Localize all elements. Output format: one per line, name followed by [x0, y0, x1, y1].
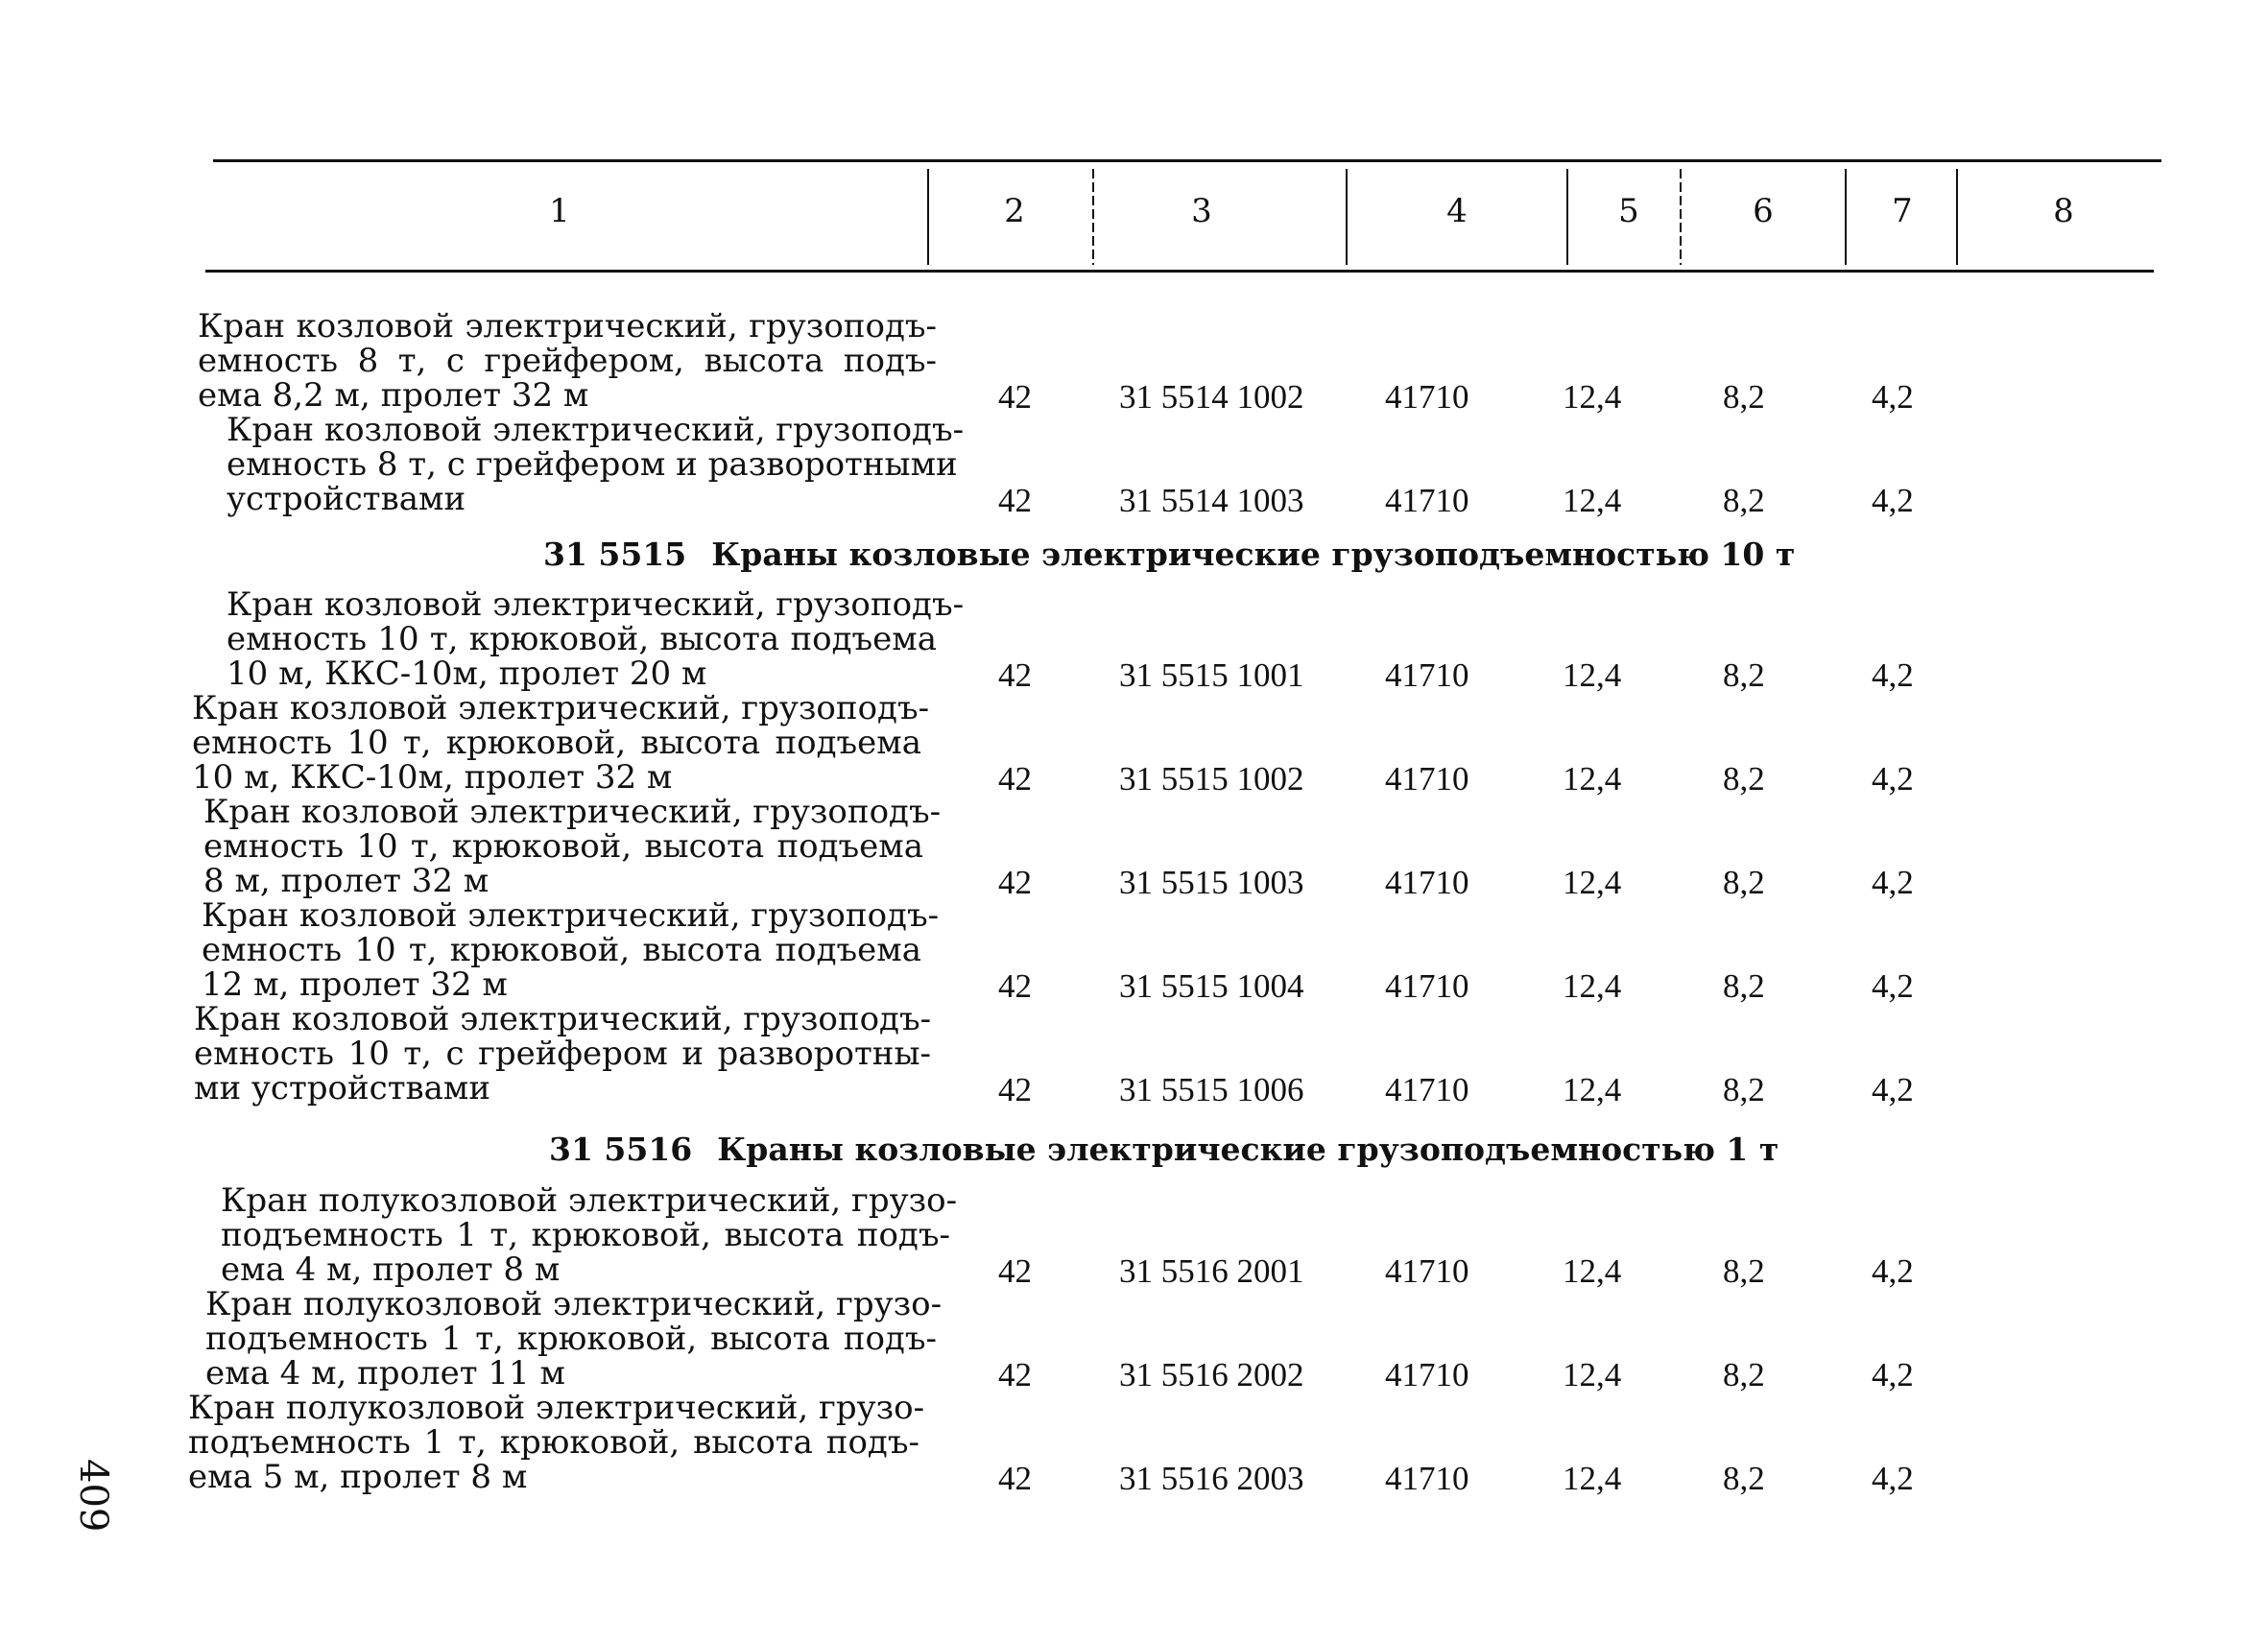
cell-col2: 42	[998, 864, 1032, 901]
column-separator	[1680, 169, 1682, 265]
cell-code: 31 5514 1003	[1119, 482, 1304, 519]
cell-code: 31 5514 1002	[1119, 378, 1304, 416]
description-line: Кран козловой электрический, грузоподъ-	[202, 896, 940, 935]
description-line: емность 10 т, крюковой, высота подъема	[202, 931, 921, 969]
description-line: Кран козловой электрический, грузоподъ-	[194, 1000, 932, 1038]
cell-col2: 42	[998, 1460, 1032, 1497]
cell-code: 31 5515 1003	[1119, 864, 1304, 901]
cell-col4: 41710	[1385, 864, 1469, 901]
description-line: подъемность 1 т, крюковой, высота подъ-	[205, 1320, 937, 1358]
cell-col7: 4,2	[1872, 1460, 1914, 1497]
item-description	[194, 1002, 931, 1106]
column-header-2: 2	[1004, 192, 1025, 230]
item-description	[227, 411, 965, 518]
description-line: ема 5 м, пролет 8 м	[188, 1458, 528, 1496]
cell-col6: 8,2	[1723, 760, 1765, 798]
cell-col5: 12,4	[1563, 378, 1622, 416]
column-header-8: 8	[2053, 192, 2074, 230]
cell-col6: 8,2	[1723, 967, 1765, 1005]
cell-code: 31 5516 2003	[1119, 1460, 1304, 1497]
item-description	[205, 1285, 943, 1393]
column-header-3: 3	[1191, 192, 1212, 230]
column-separator	[1845, 169, 1847, 265]
section-heading	[543, 536, 1795, 573]
description-line: емность 10 т, крюковой, высота подъема	[192, 724, 921, 762]
cell-col5: 12,4	[1563, 482, 1622, 519]
description-line: подъемность 1 т, крюковой, высота подъ-	[221, 1216, 950, 1254]
cell-col2: 42	[998, 1252, 1032, 1290]
cell-col2: 42	[998, 656, 1032, 694]
cell-col7: 4,2	[1872, 1356, 1914, 1393]
cell-code: 31 5515 1002	[1119, 760, 1304, 798]
column-separator	[1092, 169, 1094, 265]
cell-col4: 41710	[1385, 760, 1469, 798]
cell-col6: 8,2	[1723, 1460, 1765, 1497]
cell-col6: 8,2	[1723, 482, 1765, 519]
description-line: Кран козловой электрический, грузоподъ-	[203, 793, 942, 831]
column-header-4: 4	[1446, 192, 1468, 230]
description-line: подъемность 1 т, крюковой, высота подъ-	[188, 1423, 919, 1462]
cell-col7: 4,2	[1872, 656, 1914, 694]
cell-col2: 42	[998, 1071, 1032, 1108]
cell-col7: 4,2	[1872, 378, 1914, 416]
cell-col6: 8,2	[1723, 1252, 1765, 1290]
description-line: Кран козловой электрический, грузоподъ-	[198, 307, 937, 345]
description-line: Кран козловой электрический, грузоподъ-	[192, 689, 930, 727]
cell-code: 31 5515 1006	[1119, 1071, 1304, 1108]
cell-col4: 41710	[1385, 378, 1469, 416]
cell-col4: 41710	[1385, 1071, 1469, 1108]
cell-col2: 42	[998, 760, 1032, 798]
cell-col2: 42	[998, 482, 1032, 519]
item-description	[227, 585, 965, 693]
description-line: 12 м, пролет 32 м	[202, 965, 508, 1004]
cell-code: 31 5516 2002	[1119, 1356, 1304, 1393]
cell-col7: 4,2	[1872, 760, 1914, 798]
section-title: Краны козловые электрические грузоподъемностью 1 т	[717, 1131, 1779, 1168]
description-line: емность 10 т, с грейфером и разворотны-	[194, 1035, 931, 1073]
description-line: устройствами	[227, 480, 466, 518]
item-description	[221, 1181, 958, 1289]
description-line: Кран козловой электрический, грузоподъ-	[227, 585, 965, 624]
cell-col7: 4,2	[1872, 1252, 1914, 1290]
section-title: Краны козловые электрические грузоподъемностью 10 т	[711, 536, 1796, 573]
item-description	[202, 896, 940, 1004]
section-code: 31 5515	[543, 536, 687, 573]
cell-col4: 41710	[1385, 482, 1469, 519]
item-description	[203, 793, 942, 900]
column-header-6: 6	[1753, 192, 1774, 230]
description-line: ми устройствами	[194, 1069, 491, 1107]
description-line: Кран полукозловой электрический, грузо-	[221, 1181, 958, 1220]
item-description	[188, 1389, 925, 1496]
cell-col7: 4,2	[1872, 482, 1914, 519]
description-line: Кран полукозловой электрический, грузо-	[188, 1389, 925, 1427]
cell-col6: 8,2	[1723, 1356, 1765, 1393]
description-line: 8 м, пролет 32 м	[203, 862, 489, 900]
cell-col5: 12,4	[1563, 967, 1622, 1005]
column-separator	[1566, 169, 1568, 265]
cell-col5: 12,4	[1563, 760, 1622, 798]
cell-col5: 12,4	[1563, 864, 1622, 901]
section-code: 31 5516	[549, 1131, 693, 1168]
cell-col6: 8,2	[1723, 864, 1765, 901]
description-line: ема 4 м, пролет 11 м	[205, 1354, 565, 1393]
description-line: ема 8,2 м, пролет 32 м	[198, 376, 589, 415]
column-header-7: 7	[1892, 192, 1913, 230]
description-line: емность 8 т, с грейфером, высота подъ-	[198, 342, 937, 380]
column-separator	[927, 169, 929, 265]
cell-col4: 41710	[1385, 1252, 1469, 1290]
cell-col4: 41710	[1385, 1460, 1469, 1497]
cell-col6: 8,2	[1723, 378, 1765, 416]
header-rule	[205, 270, 2154, 273]
description-line: емность 10 т, крюковой, высота подъема	[203, 827, 923, 866]
top-rule	[213, 159, 2161, 162]
cell-col2: 42	[998, 967, 1032, 1005]
page-number: 409	[71, 1459, 115, 1533]
cell-col7: 4,2	[1872, 864, 1914, 901]
column-header-1: 1	[549, 192, 570, 230]
description-line: емность 8 т, с грейфером и разворотными	[227, 445, 958, 484]
column-header-5: 5	[1618, 192, 1639, 230]
cell-col2: 42	[998, 1356, 1032, 1393]
cell-col5: 12,4	[1563, 1071, 1622, 1108]
column-separator	[1346, 169, 1348, 265]
description-line: Кран полукозловой электрический, грузо-	[205, 1285, 943, 1323]
column-separator	[1956, 169, 1958, 265]
description-line: 10 м, ККС-10м, пролет 32 м	[192, 758, 673, 797]
cell-col5: 12,4	[1563, 1252, 1622, 1290]
cell-col6: 8,2	[1723, 656, 1765, 694]
cell-col7: 4,2	[1872, 967, 1914, 1005]
cell-col4: 41710	[1385, 1356, 1469, 1393]
cell-code: 31 5516 2001	[1119, 1252, 1304, 1290]
cell-col5: 12,4	[1563, 1356, 1622, 1393]
cell-col6: 8,2	[1723, 1071, 1765, 1108]
cell-col5: 12,4	[1563, 656, 1622, 694]
cell-col4: 41710	[1385, 656, 1469, 694]
description-line: емность 10 т, крюковой, высота подъема	[227, 620, 937, 658]
cell-col4: 41710	[1385, 967, 1469, 1005]
description-line: Кран козловой электрический, грузоподъ-	[227, 411, 965, 449]
item-description	[198, 309, 937, 413]
description-line: 10 м, ККС-10м, пролет 20 м	[227, 655, 707, 693]
cell-col5: 12,4	[1563, 1460, 1622, 1497]
section-heading	[549, 1131, 1779, 1168]
cell-code: 31 5515 1004	[1119, 967, 1304, 1005]
cell-code: 31 5515 1001	[1119, 656, 1304, 694]
cell-col2: 42	[998, 378, 1032, 416]
description-line: ема 4 м, пролет 8 м	[221, 1250, 561, 1289]
item-description	[192, 689, 930, 797]
cell-col7: 4,2	[1872, 1071, 1914, 1108]
